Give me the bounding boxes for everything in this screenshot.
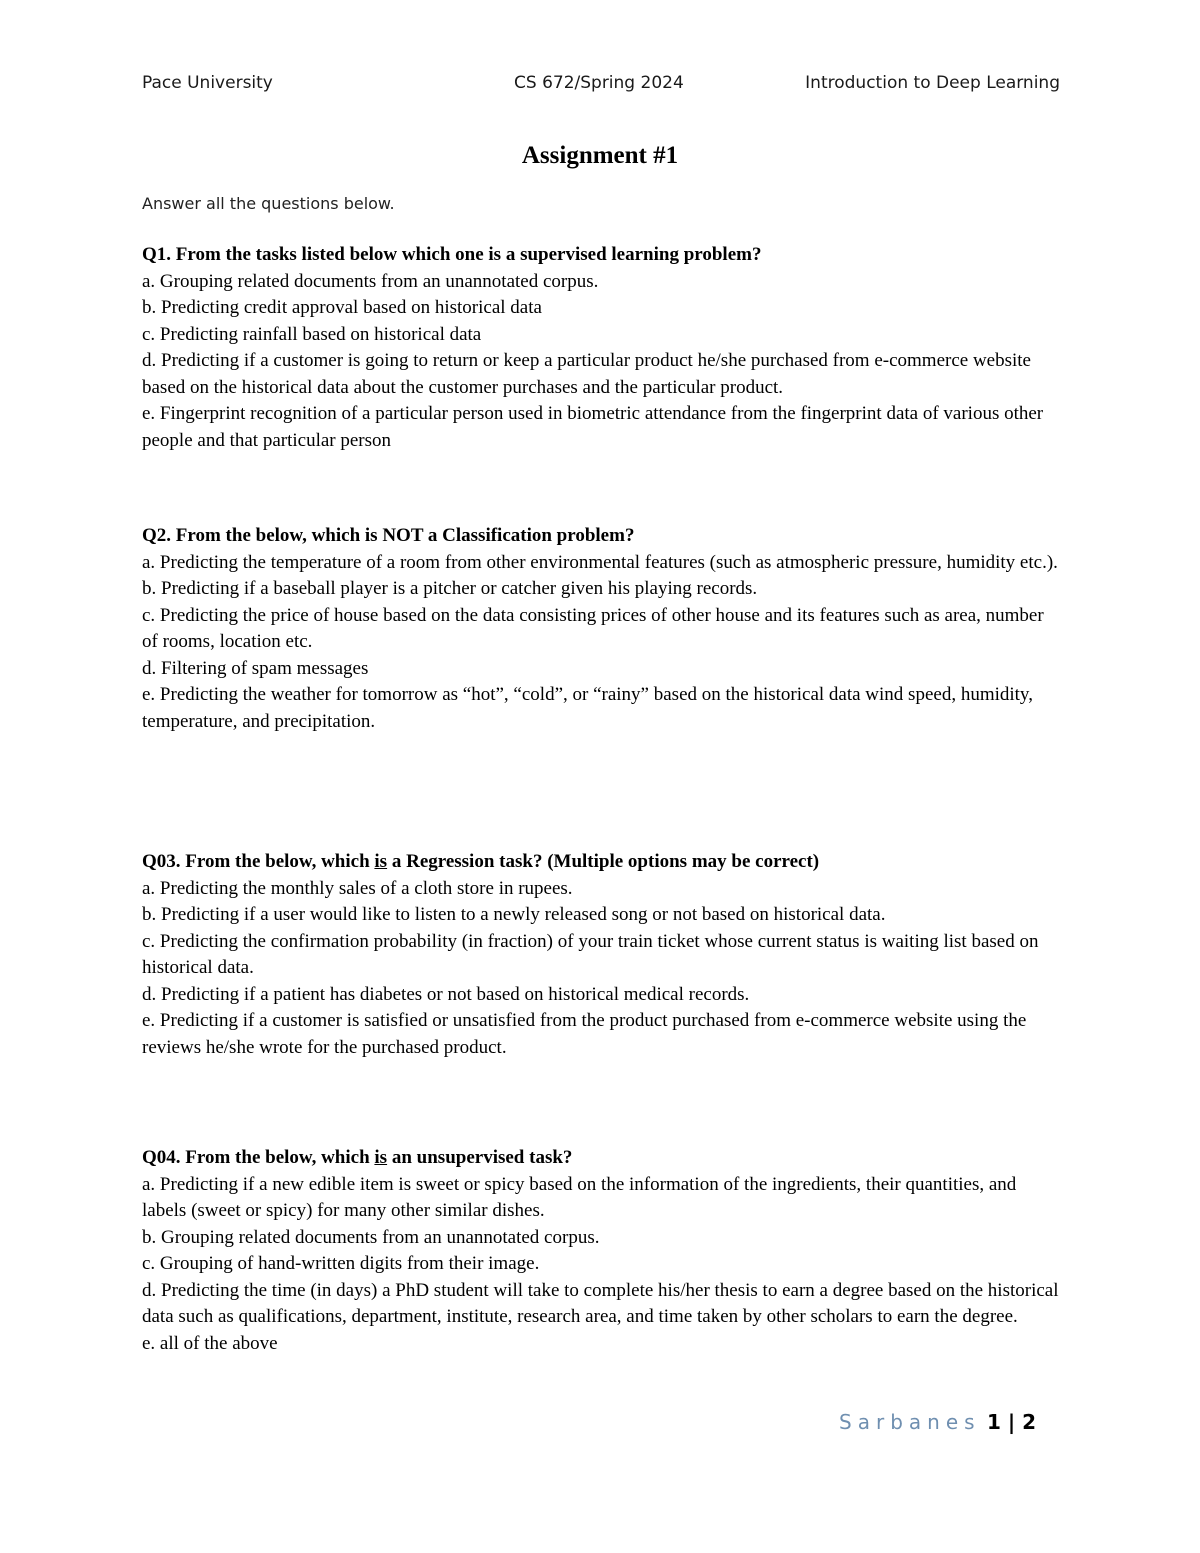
header-course-title: Introduction to Deep Learning bbox=[805, 73, 1060, 93]
option-b: b. Predicting credit approval based on historical data bbox=[142, 297, 542, 318]
question-3 bbox=[142, 849, 1062, 1061]
option-b: b. Predicting if a user would like to listen to a newly released song or not based on historical data. bbox=[142, 904, 886, 925]
page-number: 1 | 2 bbox=[986, 1410, 1036, 1434]
question-text-rest: a Regression task? (Multiple options may be correct) bbox=[387, 851, 820, 872]
footer-author: Sarbanes bbox=[839, 1410, 981, 1434]
option-d: d. Predicting if a patient has diabetes or not based on historical medical records. bbox=[142, 983, 750, 1005]
question-text: Q2. From the below, which is NOT a Classification problem? bbox=[142, 525, 635, 546]
option-e: e. Predicting if a customer is satisfied or unsatisfied from the product purchased from e-commerce website using the reviews he/she wrote for the purchased product. bbox=[142, 1010, 1027, 1058]
question-stem bbox=[142, 523, 1062, 550]
underlined-word: is bbox=[374, 851, 388, 872]
option-b: b. Grouping related documents from an unannotated corpus. bbox=[142, 1226, 600, 1248]
instructions: Answer all the questions below. bbox=[142, 194, 395, 213]
option-d: d. Predicting the time (in days) a PhD student will take to complete his/her thesis to earn a degree based on the historical data such as qualifications, department, institute, research area, and time taken by other scholars to earn the degree. bbox=[142, 1279, 1059, 1327]
option-c: c. Grouping of hand-written digits from their image. bbox=[142, 1253, 540, 1274]
header-course: CS 672/Spring 2024 bbox=[514, 73, 684, 93]
option-c: c. Predicting the confirmation probability (in fraction) of your train ticket whose current status is waiting list based on historical data. bbox=[142, 930, 1039, 978]
question-text: Q04. From the below, which bbox=[142, 1147, 375, 1168]
option-a: a. Grouping related documents from an unannotated corpus. bbox=[142, 270, 599, 292]
option-e: e. all of the above bbox=[142, 1332, 278, 1354]
page-footer bbox=[839, 1410, 1036, 1434]
question-4 bbox=[142, 1145, 1062, 1357]
option-e: e. Fingerprint recognition of a particular person used in biometric attendance from the fingerprint data of various other people and that particular person bbox=[142, 403, 1044, 451]
option-d: d. Filtering of spam messages bbox=[142, 657, 369, 679]
page-title: Assignment #1 bbox=[521, 142, 679, 169]
question-text: Q03. From the below, which bbox=[142, 851, 375, 872]
option-d: d. Predicting if a customer is going to return or keep a particular product he/she purchased from e-commerce website based on the historical data about the customer purchases and the particular product. bbox=[142, 350, 1031, 398]
header-institution: Pace University bbox=[142, 73, 273, 93]
question-text: Q1. From the tasks listed below which one is a supervised learning problem? bbox=[142, 244, 762, 265]
question-2 bbox=[142, 523, 1062, 735]
question-1 bbox=[142, 242, 1062, 454]
underlined-word: is bbox=[374, 1147, 388, 1168]
question-stem bbox=[142, 242, 1062, 269]
page-header bbox=[142, 73, 1060, 99]
question-stem bbox=[142, 1145, 1062, 1172]
option-a: a. Predicting the temperature of a room from other environmental features (such as atmospheric pressure, humidity etc.). bbox=[142, 551, 1058, 573]
option-a: a. Predicting if a new edible item is sweet or spicy based on the information of the ingredients, their quantities, and labels (sweet or spicy) for many other similar dishes. bbox=[142, 1173, 1017, 1221]
option-b: b. Predicting if a baseball player is a pitcher or catcher given his playing records. bbox=[142, 578, 758, 599]
question-text-rest: an unsupervised task? bbox=[387, 1147, 573, 1168]
question-stem bbox=[142, 849, 1062, 876]
option-c: c. Predicting the price of house based on the data consisting prices of other house and its features such as area, number of rooms, location etc. bbox=[142, 604, 1044, 652]
option-e: e. Predicting the weather for tomorrow as “hot”, “cold”, or “rainy” based on the historical data wind speed, humidity, temperature, and precipitation. bbox=[142, 684, 1033, 732]
option-a: a. Predicting the monthly sales of a cloth store in rupees. bbox=[142, 877, 573, 899]
option-c: c. Predicting rainfall based on historical data bbox=[142, 323, 482, 345]
